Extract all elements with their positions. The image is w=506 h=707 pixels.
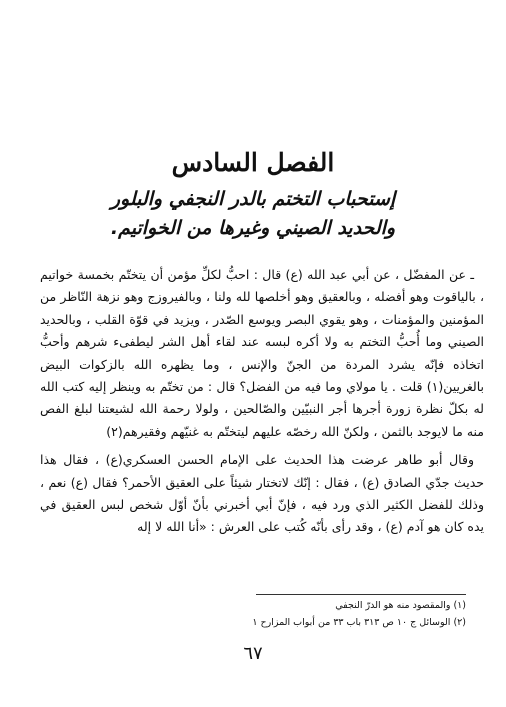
footnote-2: (٢) الوسائل ج ١٠ ص ٣١٣ باب ٣٣ من أبواب المزارح ١ bbox=[252, 617, 466, 628]
body-text bbox=[40, 264, 484, 545]
footnotes bbox=[166, 597, 466, 631]
footnote-separator bbox=[256, 594, 466, 595]
chapter-heading: الفصل السادس bbox=[171, 148, 335, 177]
paragraph-2: وقال أبو طاهر عرضت هذا الحديث على الإمام الحسن العسكري(ع) ، فقال هذا حديث جدّي الصادق (ع) ، فقال : إنّك لاتختار شيئاً على العقيق الأحمر؟ فقال (ع) نعم ، وذلك للفضل الكثير الذي ورد فيه ، فإنّ أبي أخبرني بأنّ أوّل شخص لبس العقيق في يده كان هو آدم (ع) ، وقد رأى بأنّه كُتب على العرش : «أنا الله لا إله bbox=[40, 452, 484, 535]
page-number: ٦٧ bbox=[243, 643, 263, 664]
section-title-line-2: والحديد الصيني وغيرها من الخواتيم. bbox=[110, 217, 396, 239]
section-title-line-1: إستحباب التختم بالدر النجفي والبلور bbox=[110, 188, 396, 210]
paragraph-1: ـ عن المفضّل ، عن أبي عبد الله (ع) قال : احبُّ لكلِّ مؤمن أن يتختّم بخمسة خواتيم ، بالياقوت وهو أفضله ، وبالعقيق وهو أخلصها لله ولنا ، وبالفيروزج وهو نزهة النّاظر من المؤمنين والمؤمنات ، وهو يقوي البصر ويوسع الصّدر ، ويزيد في قوّة القلب ، وبالحديد الصيني وما أُحبُّ التختم به ولا أكره لبسه عند لقاء أهل الشر ليطفىء شرهم وأحبُّ اتخاذه فإنّه يشرد المردة من الجنّ والإنس ، وما يظهره الله بالزكوات البيض بالغريين(١) قلت . يا مولاي وما فيه من الفضل؟ قال : من تختّم به وينظر إليه كتب الله له بكلّ نظرة زورة أجرها أجر النبيّين والصّالحين ، ولولا رحمة الله لشيعتنا لبلغ الفص منه ما لايوجد بالثمن ، ولكنّ الله رخصّه عليهم ليتختّم به غنيّهم وفقيرهم(٢) bbox=[40, 267, 484, 439]
footnote-1: (١) والمقصود منه هو الدرّ النجفي bbox=[335, 600, 466, 611]
